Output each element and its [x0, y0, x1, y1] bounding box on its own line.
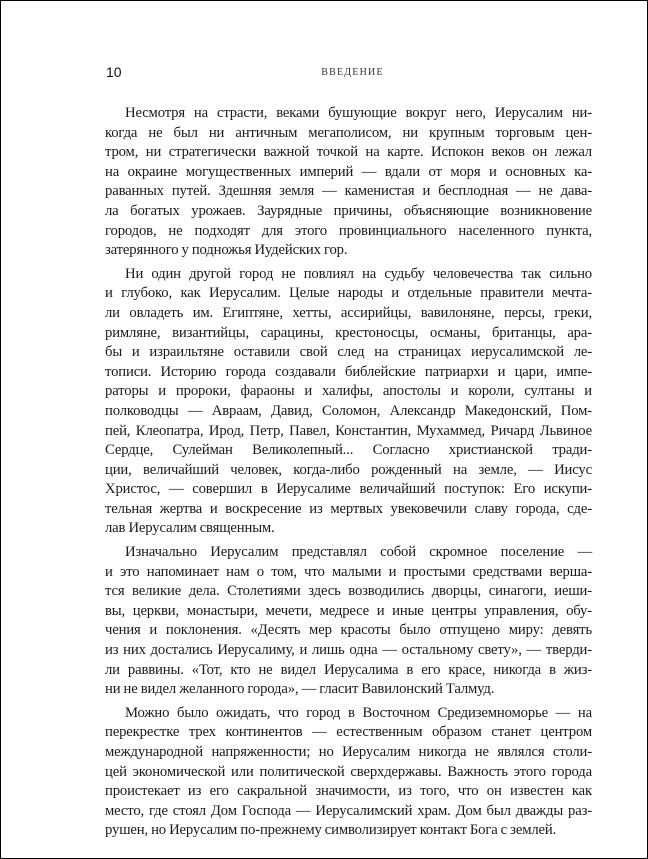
running-head: ВВЕДЕНИЕ [321, 67, 384, 78]
text-line: перекрестке трех континентов — естественным образом станет центром [105, 724, 592, 741]
text-line: ли овладеть им. Египтяне, хетты, ассирийцы, вавилоняне, персы, греки, [105, 304, 592, 321]
text-line: раторы и пророки, фараоны и халифы, апостолы и короли, султаны и [105, 383, 592, 400]
text-line: цей экономической или политической сверхдержавы. Важность этого города [105, 763, 592, 780]
text-line: пей, Клеопатра, Ирод, Петр, Павел, Константин, Мухаммед, Ричард Львиное [105, 422, 592, 439]
text-line: ли раввины. «Тот, кто не видел Иерусалима в его красе, никогда в жиз- [105, 661, 592, 678]
text-line: лав Иерусалим священным. [105, 520, 275, 537]
text-line: Изначально Иерусалим представлял собой скромное поселение — [125, 544, 592, 561]
text-line: на окраине могущественных империй — вдали от моря и основных ка- [105, 163, 592, 180]
text-line: место, где стоял Дом Господа — Иерусалимский храм. Дом был дважды раз- [105, 802, 592, 819]
text-line: полководцы — Авраам, Давид, Соломон, Александр Македонский, Пом- [105, 402, 592, 419]
text-line: ни не видел желанного города», — гласит Вавилонский Талмуд. [105, 681, 495, 698]
text-line: ции, величайший человек, когда-либо рожденный на земле, — Иисус [105, 461, 592, 478]
text-line: Несмотря на страсти, веками бушующие вокруг него, Иерусалим ни- [125, 105, 592, 121]
text-line: римляне, византийцы, сарацины, крестоносцы, османы, британцы, ара- [105, 324, 592, 341]
text-line: бы и израильтяне оставили свой след на страницах иерусалимской ле- [105, 344, 592, 361]
text-line: Можно было ожидать, что город в Восточном Средиземноморье — на [125, 704, 592, 721]
text-line: затерянного у подножья Иудейских гор. [105, 242, 348, 259]
body-text [105, 104, 592, 845]
text-line: из них достались Иерусалиму, и лишь одна — остальному свету», — тверди- [105, 642, 592, 659]
text-line: тром, ни стратегически важной точкой на карте. Испокон веков он лежал [105, 144, 592, 161]
text-line: проистекает из его сакральной значимости, из того, что он известен как [105, 783, 592, 800]
text-line: тельная жертва и воскресение из мертвых увековечили славу города, сде- [105, 500, 592, 517]
page-header [106, 64, 599, 84]
text-line: рушен, но Иерусалим по-прежнему символизирует контакт Бога с землей. [105, 822, 557, 839]
text-line: и глубоко, как Иерусалим. Целые народы и отдельные правители мечта- [105, 285, 592, 302]
text-line: Христос, — совершил в Иерусалиме величайший поступок: Его искупи- [105, 481, 592, 498]
text-line: городов, не подходят для этого провинциального населенного пункта, [105, 222, 592, 239]
paragraph [105, 104, 592, 261]
text-line: ла богатых урожаев. Заурядные причины, объясняющие возникновение [105, 202, 592, 219]
text-line: международной напряженности; но Иерусалим никогда не являлся столи- [105, 744, 592, 760]
text-line: Сердце, Сулейман Великолепный... Согласно христианской тради- [105, 442, 592, 459]
text-line: Ни один другой город не повлиял на судьбу человечества так сильно [125, 265, 592, 282]
text-line: чения и поклонения. «Десять мер красоты было отпущено миру: девять [105, 622, 592, 639]
paragraph [105, 543, 592, 700]
text-line: тся великие дела. Столетиями здесь возводились дворцы, синагоги, иеши- [105, 583, 592, 600]
paragraph [105, 704, 592, 841]
text-line: когда не был ни античным мегаполисом, ни крупным торговым цен- [105, 124, 592, 141]
text-line: и это напоминает нам о том, что малыми и простыми средствами верша- [105, 563, 592, 580]
text-line: раванных путей. Здешняя земля — каменистая и бесплодная — не дава- [105, 183, 592, 200]
text-line: вы, церкви, монастыри, мечети, медресе и иные центры управления, обу- [105, 602, 592, 619]
paragraph [105, 265, 592, 539]
text-line: тописи. Историю города создавали библейские патриархи и цари, импе- [105, 363, 592, 380]
page-number: 10 [106, 64, 122, 80]
